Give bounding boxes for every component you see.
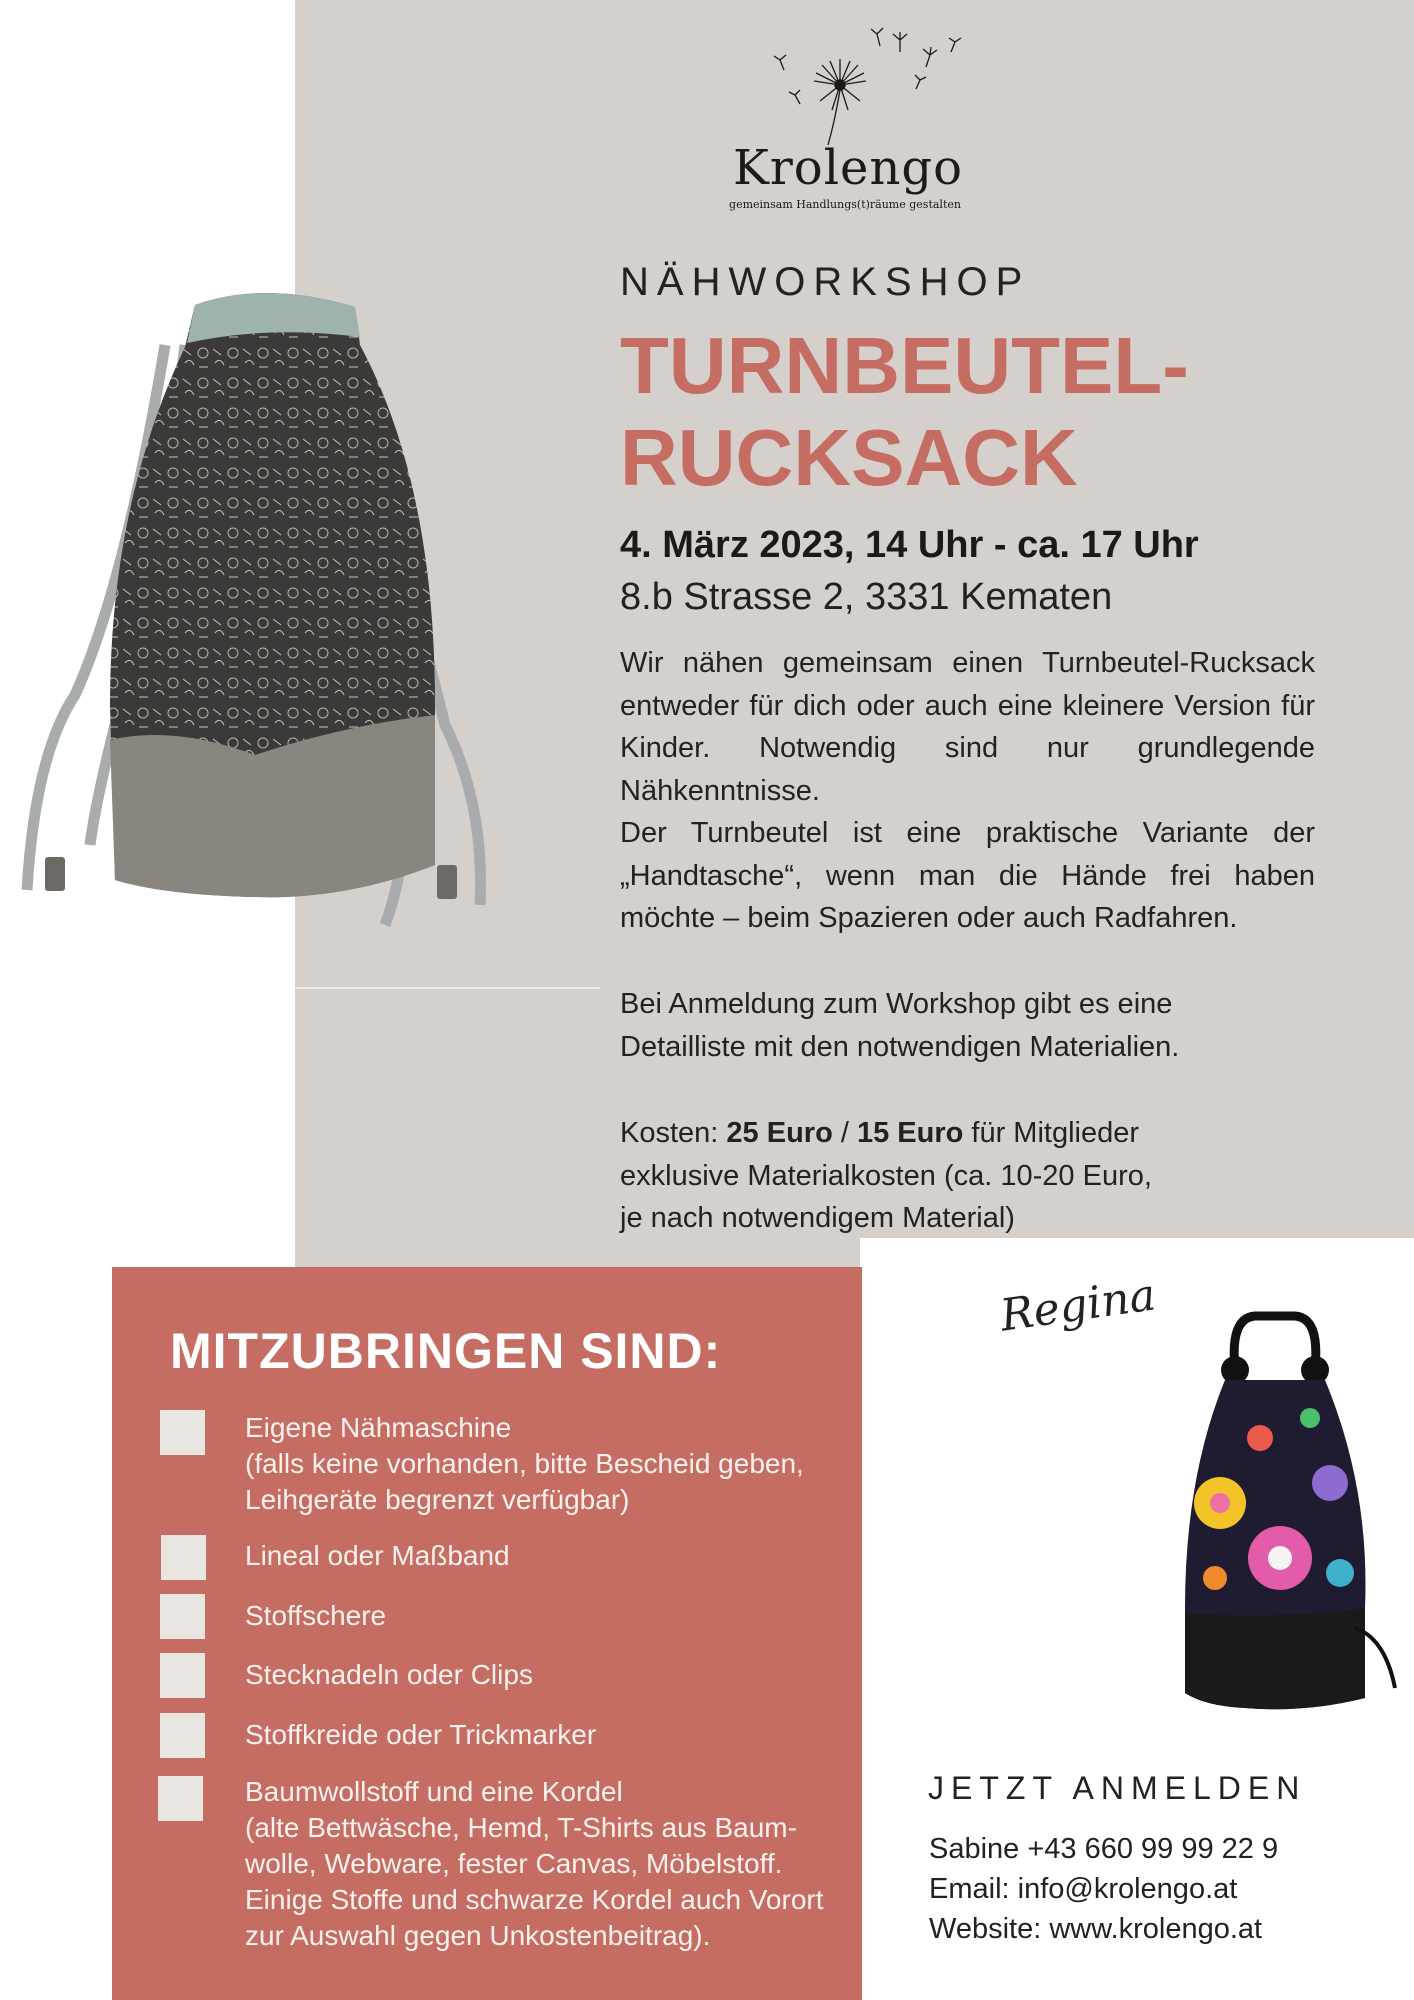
divider-line <box>295 987 600 989</box>
bring-item-detail: Leihgeräte begrenzt verfügbar) <box>245 1484 630 1515</box>
title-line-2: RUCKSACK <box>620 413 1078 502</box>
bring-item-scissors <box>245 1598 386 1634</box>
bring-item-sewing-machine <box>245 1410 804 1518</box>
bring-item-label: Stecknadeln oder Clips <box>245 1659 533 1690</box>
bring-item-fabric <box>245 1774 824 1954</box>
materials-note <box>620 983 1320 1068</box>
krolengo-logo <box>725 20 965 211</box>
price-regular: 25 Euro <box>726 1117 833 1149</box>
price-member: 15 Euro <box>856 1117 964 1149</box>
drawstring-backpack-grey-icon <box>15 285 595 970</box>
costs-line-2: exklusive Materialkosten (ca. 10-20 Euro, <box>620 1159 1152 1192</box>
event-description <box>620 642 1315 940</box>
bring-item-pins <box>245 1657 533 1693</box>
logo-tagline: gemeinsam Handlungs(t)räume gestalten <box>729 198 961 211</box>
bring-list-title: MITZUBRINGEN SIND: <box>170 1323 722 1379</box>
bring-item-chalk <box>245 1717 596 1753</box>
checkbox[interactable] <box>160 1594 205 1639</box>
checkbox[interactable] <box>160 1713 205 1758</box>
logo-wordmark: Krolengo <box>733 140 963 196</box>
price-member-suffix: für Mitglieder <box>963 1117 1139 1149</box>
bring-item-label: Stoffkreide oder Trickmarker <box>245 1719 597 1750</box>
description-paragraph-1: Wir nähen gemeinsam einen Turnbeutel-Rucksack entweder für dich oder auch eine kleinere Version für Kinder. Notwendig sind nur grundlegende Nähkenntnisse. <box>620 647 1315 807</box>
drawstring-backpack-floral-icon <box>1145 1308 1405 1733</box>
signature: Regina <box>997 1269 1159 1342</box>
price-separator: / <box>832 1117 857 1149</box>
eyebrow-label: NÄHWORKSHOP <box>620 260 1031 304</box>
costs-line-1 <box>620 1112 1320 1155</box>
checkbox[interactable] <box>160 1410 205 1455</box>
bring-item-ruler <box>245 1538 510 1574</box>
dandelion-icon <box>725 20 965 150</box>
page-title <box>620 320 1189 504</box>
description-paragraph-2: Der Turnbeutel ist eine praktische Variante der „Handtasche“, wenn man die Hände frei haben möchte – beim Spazieren oder auch Radfahren. <box>620 817 1315 934</box>
bring-item-label: Baumwollstoff und eine Kordel <box>245 1776 623 1807</box>
title-line-1: TURNBEUTEL- <box>620 321 1189 410</box>
contact-email[interactable]: Email: info@krolengo.at <box>929 1873 1238 1905</box>
bring-item-detail: wolle, Webware, fester Canvas, Möbelstoff. <box>245 1848 783 1879</box>
bring-item-label: Eigene Nähmaschine <box>245 1412 512 1443</box>
note-line-1: Bei Anmeldung zum Workshop gibt es eine <box>620 988 1173 1020</box>
bring-item-label: Lineal oder Maßband <box>245 1540 510 1571</box>
event-address: 8.b Strasse 2, 3331 Kematen <box>620 576 1113 618</box>
bring-item-detail: (alte Bettwäsche, Hemd, T-Shirts aus Baum- <box>245 1812 797 1843</box>
costs-block <box>620 1112 1320 1240</box>
costs-label: Kosten: <box>620 1117 727 1149</box>
bring-item-label: Stoffschere <box>245 1600 387 1631</box>
costs-line-3: je nach notwendigem Material) <box>620 1202 1015 1234</box>
note-line-2: Detailliste mit den notwendigen Materialien. <box>620 1030 1180 1063</box>
contact-phone[interactable]: Sabine +43 660 99 99 22 9 <box>929 1833 1279 1865</box>
bring-item-detail: zur Auswahl gegen Unkostenbeitrag). <box>245 1920 711 1951</box>
bring-item-detail: Einige Stoffe und schwarze Kordel auch Vorort <box>245 1884 824 1915</box>
registration-title: JETZT ANMELDEN <box>928 1770 1307 1806</box>
event-date: 4. März 2023, 14 Uhr - ca. 17 Uhr <box>620 524 1199 566</box>
contact-website[interactable]: Website: www.krolengo.at <box>929 1913 1263 1945</box>
checkbox[interactable] <box>160 1653 205 1698</box>
checkbox[interactable] <box>158 1776 203 1821</box>
checkbox[interactable] <box>161 1535 206 1580</box>
bring-item-detail: (falls keine vorhanden, bitte Bescheid geben, <box>245 1448 804 1479</box>
